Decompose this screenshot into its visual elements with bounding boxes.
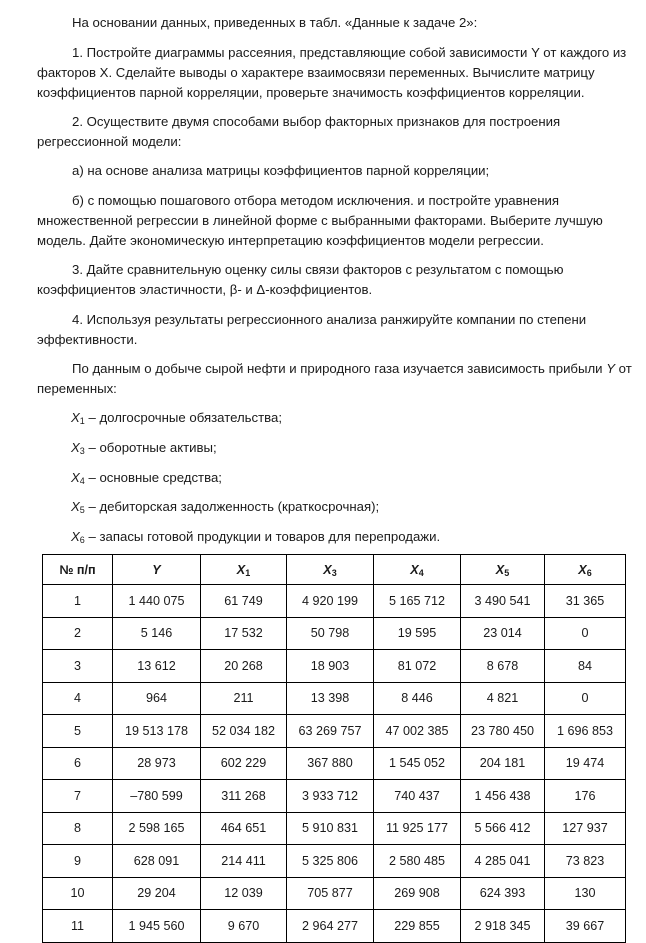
task-2a-paragraph: а) на основе анализа матрицы коэффициентов парной корреляции; [72, 163, 490, 178]
context-text-after: от переменных: [37, 361, 632, 396]
cell-number: 11 [43, 910, 113, 943]
cell-x3: 2 964 277 [287, 910, 374, 943]
cell-x1: 311 268 [201, 780, 287, 813]
task-2b-paragraph: б) с помощью пошагового отбора методом исключения. и постройте уравнения множественной регрессии в линейной форме с выбранными факторами. Выберите лучшую модель. Дайте экономическую интерпретацию коэффициентов модели регрессии. [37, 193, 603, 248]
cell-x5: 8 678 [461, 650, 545, 683]
cell-x6: 130 [545, 877, 626, 910]
cell-x6: 0 [545, 617, 626, 650]
header-subscript: 1 [245, 567, 251, 578]
cell-x1: 52 034 182 [201, 715, 287, 748]
cell-x1: 464 651 [201, 812, 287, 845]
table-row [43, 682, 626, 715]
variable-description: – основные средства; [84, 470, 222, 485]
intro-paragraph: На основании данных, приведенных в табл. «Данные к задаче 2»: [72, 15, 478, 30]
variable-x5 [71, 497, 646, 517]
header-subscript: 6 [586, 567, 592, 578]
cell-x6: 176 [545, 780, 626, 813]
cell-x3: 3 933 712 [287, 780, 374, 813]
header-subscript: 4 [418, 567, 424, 578]
cell-x4: 8 446 [374, 682, 461, 715]
cell-number: 3 [43, 650, 113, 683]
cell-x5: 204 181 [461, 747, 545, 780]
context-y-symbol: Y [606, 361, 615, 376]
variable-description: – запасы готовой продукции и товаров для перепродажи. [84, 529, 441, 544]
cell-x4: 1 545 052 [374, 747, 461, 780]
cell-x5: 5 566 412 [461, 812, 545, 845]
cell-x3: 5 325 806 [287, 845, 374, 878]
cell-number: 8 [43, 812, 113, 845]
cell-x6: 39 667 [545, 910, 626, 943]
column-header-x3 [287, 555, 374, 585]
cell-x5: 4 821 [461, 682, 545, 715]
cell-x6: 127 937 [545, 812, 626, 845]
table-row [43, 877, 626, 910]
task-3-paragraph: 3. Дайте сравнительную оценку силы связи факторов с результатом с помощью коэффициентов эластичности, β- и Δ-коэффициентов. [37, 262, 564, 297]
cell-x6: 1 696 853 [545, 715, 626, 748]
header-symbol: X [236, 562, 246, 577]
column-header-x6 [545, 555, 626, 585]
table-row [43, 747, 626, 780]
cell-x3: 63 269 757 [287, 715, 374, 748]
cell-x6: 31 365 [545, 585, 626, 618]
header-symbol: Y [152, 562, 161, 577]
cell-x4: 269 908 [374, 877, 461, 910]
variable-x4 [71, 468, 646, 488]
variable-subscript: 4 [79, 476, 85, 486]
variable-symbol: X [71, 440, 80, 455]
variable-description: – долгосрочные обязательства; [84, 410, 283, 425]
table-body [43, 585, 626, 943]
context-text-before: По данным о добыче сырой нефти и природного газа изучается зависимость прибыли [72, 361, 607, 376]
cell-x1: 17 532 [201, 617, 287, 650]
cell-y: 13 612 [113, 650, 201, 683]
cell-x5: 2 918 345 [461, 910, 545, 943]
variable-description: – оборотные активы; [84, 440, 217, 455]
table-row [43, 617, 626, 650]
variable-subscript: 6 [79, 535, 85, 545]
data-table [42, 554, 626, 943]
cell-x5: 23 014 [461, 617, 545, 650]
header-symbol: X [410, 562, 419, 577]
cell-x1: 20 268 [201, 650, 287, 683]
cell-x3: 5 910 831 [287, 812, 374, 845]
table-row [43, 845, 626, 878]
cell-x1: 211 [201, 682, 287, 715]
table-header-row [43, 555, 626, 585]
cell-x1: 61 749 [201, 585, 287, 618]
cell-number: 4 [43, 682, 113, 715]
task-4-paragraph: 4. Используя результаты регрессионного анализа ранжируйте компании по степени эффективности. [37, 312, 587, 347]
variable-symbol: X [71, 410, 80, 425]
column-header-number: № п/п [43, 555, 113, 585]
variable-symbol: X [71, 529, 80, 544]
cell-number: 1 [43, 585, 113, 618]
cell-x3: 18 903 [287, 650, 374, 683]
cell-y: 5 146 [113, 617, 201, 650]
cell-x6: 73 823 [545, 845, 626, 878]
column-header-y [113, 555, 201, 585]
cell-y: 28 973 [113, 747, 201, 780]
cell-y: 2 598 165 [113, 812, 201, 845]
variable-subscript: 5 [79, 505, 85, 515]
cell-x5: 4 285 041 [461, 845, 545, 878]
task-2-paragraph: 2. Осуществите двумя способами выбор факторных признаков для построения регрессионной модели: [37, 114, 561, 149]
column-header-x1 [201, 555, 287, 585]
cell-y: 964 [113, 682, 201, 715]
cell-x4: 47 002 385 [374, 715, 461, 748]
variable-symbol: X [71, 499, 80, 514]
variable-x3 [71, 438, 646, 458]
column-header-x4 [374, 555, 461, 585]
table-row [43, 780, 626, 813]
cell-x1: 214 411 [201, 845, 287, 878]
cell-x3: 13 398 [287, 682, 374, 715]
cell-x6: 0 [545, 682, 626, 715]
header-symbol: X [578, 562, 587, 577]
cell-y: –780 599 [113, 780, 201, 813]
cell-number: 10 [43, 877, 113, 910]
cell-x4: 81 072 [374, 650, 461, 683]
cell-x6: 19 474 [545, 747, 626, 780]
header-symbol: X [323, 562, 332, 577]
context-paragraph [37, 359, 637, 399]
table-row [43, 715, 626, 748]
cell-x1: 9 670 [201, 910, 287, 943]
cell-x6: 84 [545, 650, 626, 683]
header-subscript: 5 [504, 567, 510, 578]
variable-description: – дебиторская задолженность (краткосрочная); [84, 499, 380, 514]
table-row [43, 910, 626, 943]
cell-x1: 602 229 [201, 747, 287, 780]
cell-x3: 367 880 [287, 747, 374, 780]
cell-x3: 4 920 199 [287, 585, 374, 618]
table-row [43, 650, 626, 683]
cell-x4: 5 165 712 [374, 585, 461, 618]
cell-y: 1 440 075 [113, 585, 201, 618]
column-header-x5 [461, 555, 545, 585]
header-symbol: X [495, 562, 505, 577]
variable-subscript: 3 [79, 446, 85, 456]
variable-symbol: X [71, 470, 80, 485]
task-1-paragraph: 1. Постройте диаграммы рассеяния, представляющие собой зависимости Y от каждого из факторов X. Сделайте выводы о характере взаимосвязи переменных. Вычислите матрицу коэффициентов парной корреляции, проверьте значимость коэффициентов корреляции. [37, 45, 627, 100]
cell-x5: 3 490 541 [461, 585, 545, 618]
cell-number: 7 [43, 780, 113, 813]
variable-x1 [71, 408, 646, 428]
cell-x3: 50 798 [287, 617, 374, 650]
cell-x4: 19 595 [374, 617, 461, 650]
cell-y: 1 945 560 [113, 910, 201, 943]
cell-number: 6 [43, 747, 113, 780]
table-row [43, 812, 626, 845]
header-subscript: 3 [331, 567, 337, 578]
cell-x5: 23 780 450 [461, 715, 545, 748]
cell-number: 2 [43, 617, 113, 650]
cell-x3: 705 877 [287, 877, 374, 910]
cell-x5: 624 393 [461, 877, 545, 910]
cell-number: 9 [43, 845, 113, 878]
cell-x4: 229 855 [374, 910, 461, 943]
table-row [43, 585, 626, 618]
cell-x4: 740 437 [374, 780, 461, 813]
cell-y: 19 513 178 [113, 715, 201, 748]
variable-subscript: 1 [79, 416, 85, 426]
cell-y: 628 091 [113, 845, 201, 878]
cell-x4: 2 580 485 [374, 845, 461, 878]
cell-x5: 1 456 438 [461, 780, 545, 813]
cell-x1: 12 039 [201, 877, 287, 910]
cell-x4: 11 925 177 [374, 812, 461, 845]
variable-x6 [71, 527, 646, 547]
cell-number: 5 [43, 715, 113, 748]
cell-y: 29 204 [113, 877, 201, 910]
